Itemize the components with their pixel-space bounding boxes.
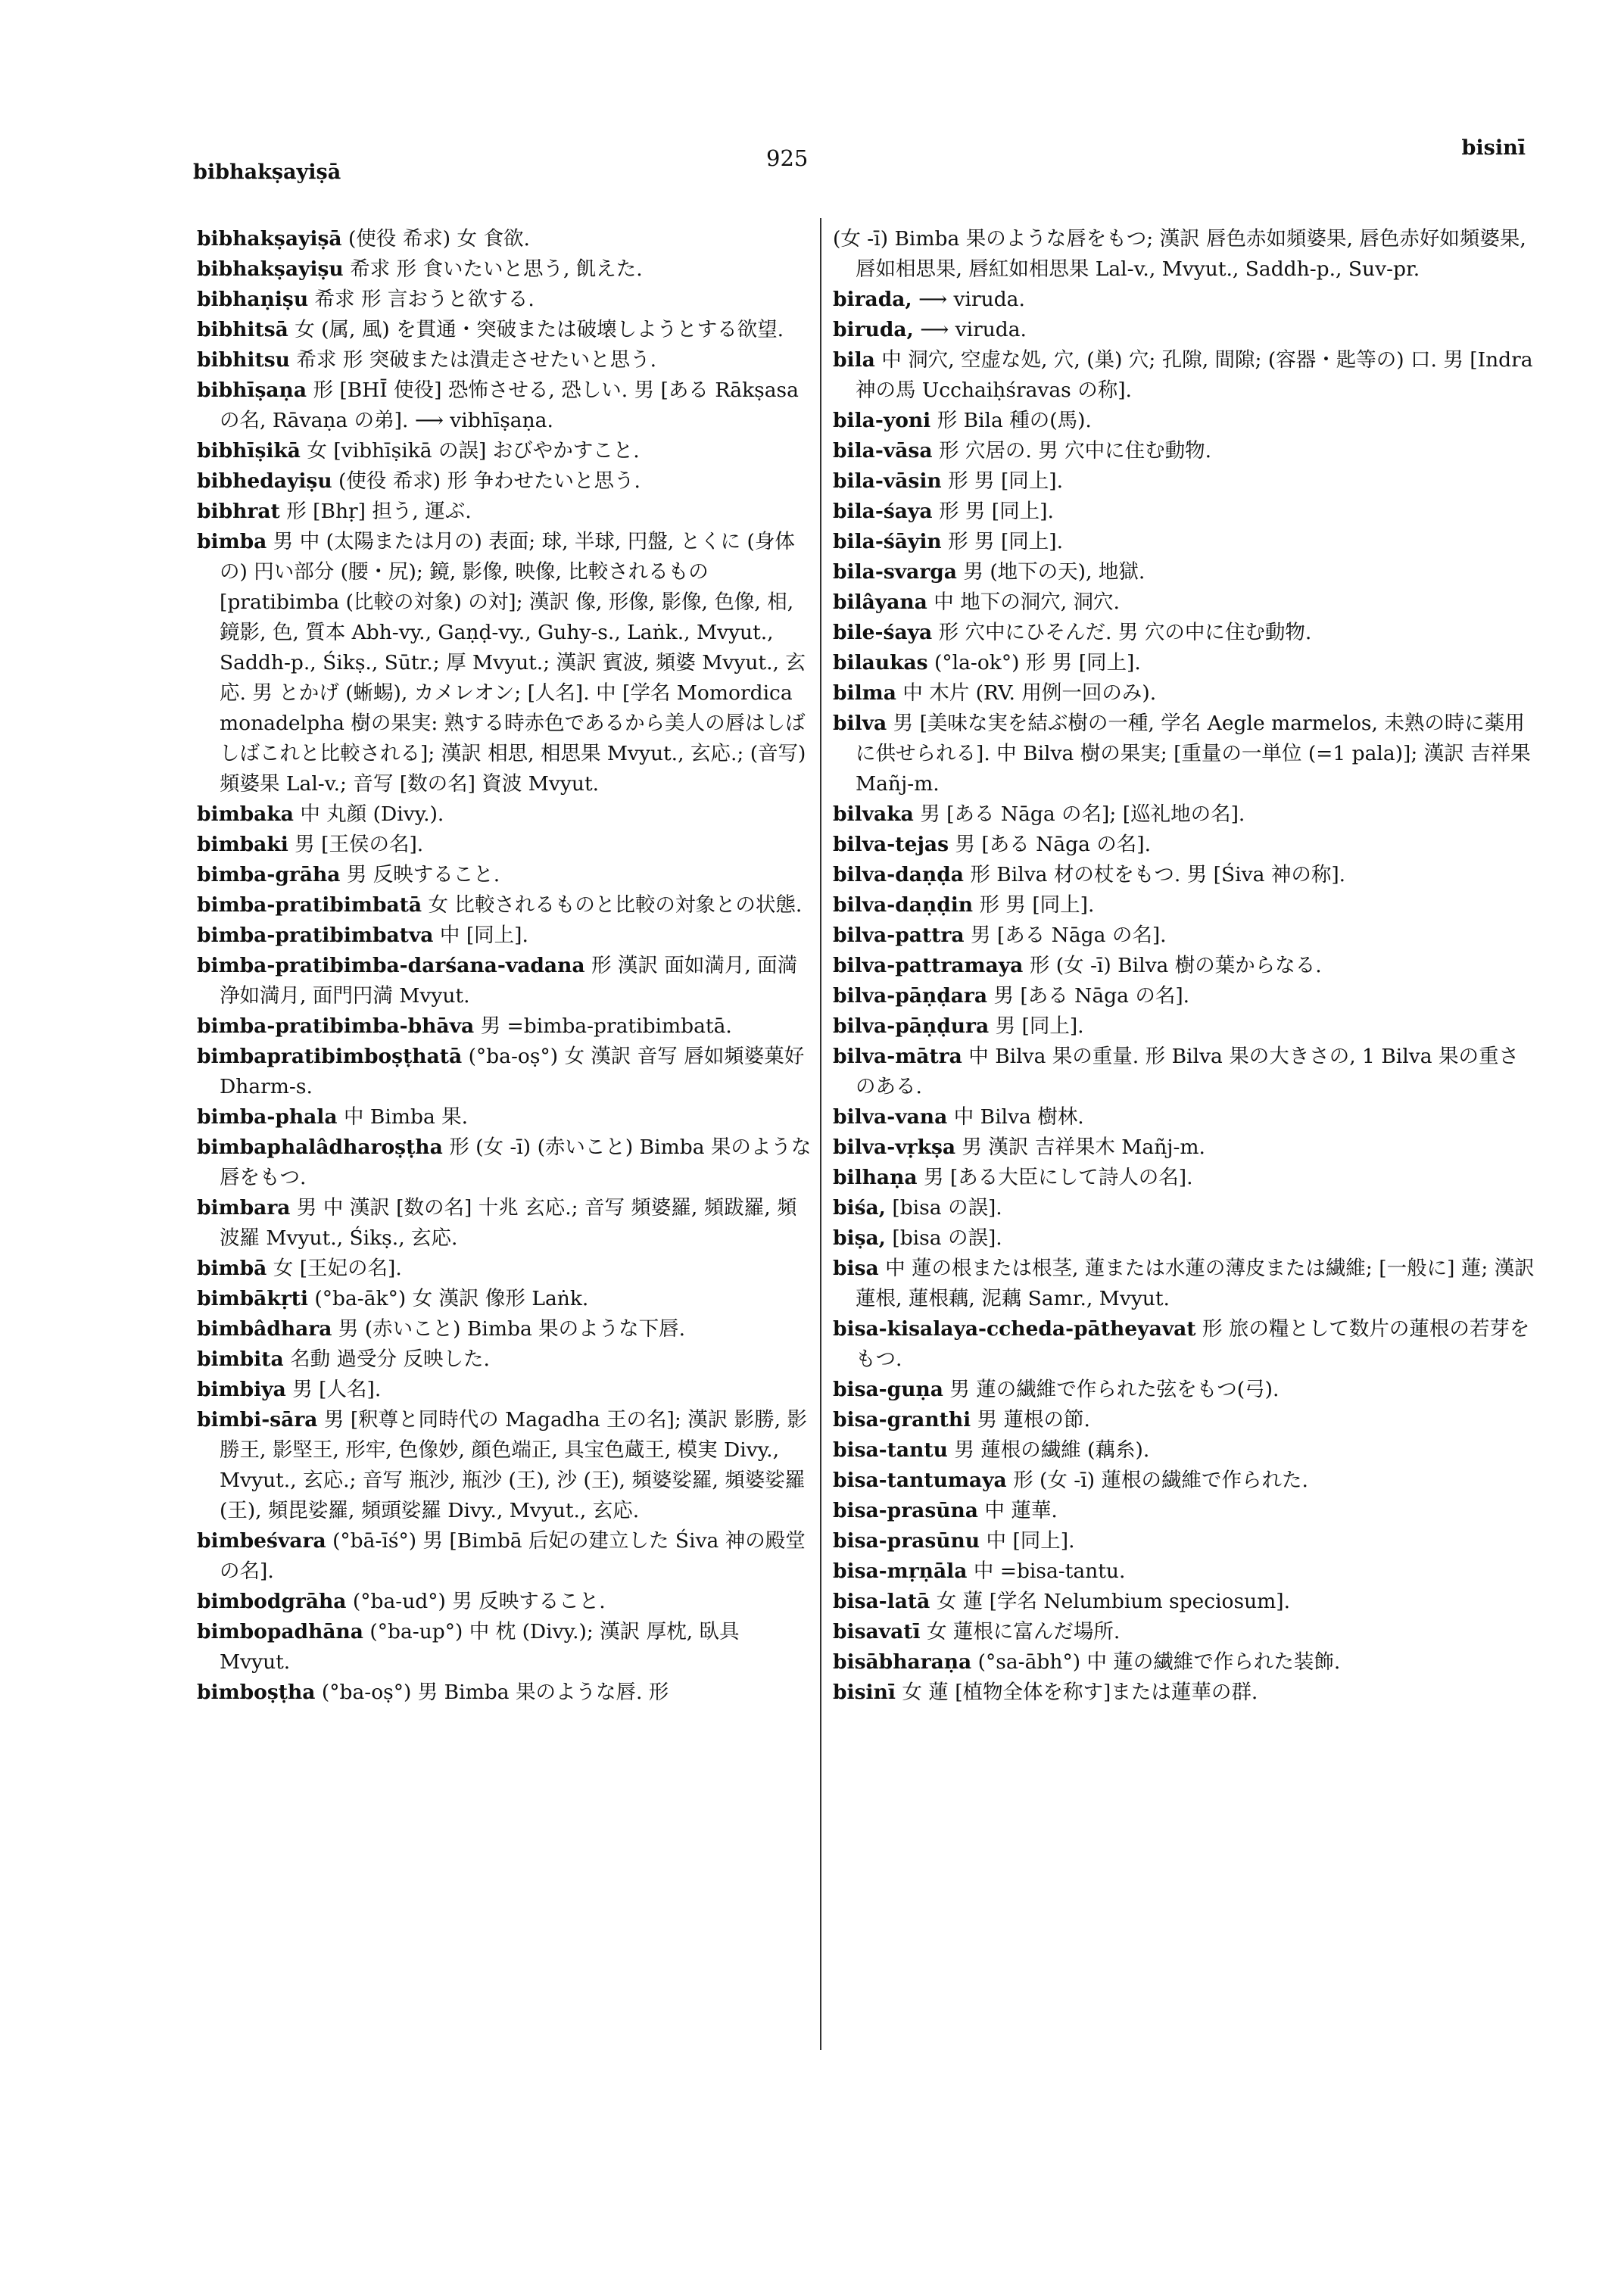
dictionary-entry bbox=[197, 890, 814, 921]
entry-headword: bibhīṣaṇa bbox=[197, 379, 307, 402]
entry-definition: 男 反映すること. bbox=[346, 863, 500, 886]
dictionary-entry bbox=[833, 587, 1537, 618]
entry-definition: 形 漢訳 面如満月, 面満浄如満月, 面門円満 Mvyut. bbox=[220, 954, 798, 1008]
entry-headword: bisa-tantumaya bbox=[833, 1469, 1007, 1492]
dictionary-entry bbox=[833, 285, 1537, 315]
entry-headword: bibhitsu bbox=[197, 348, 290, 372]
dictionary-entry bbox=[833, 1314, 1537, 1375]
entry-definition: 形 [Bhṛ] 担う, 運ぶ. bbox=[286, 500, 472, 523]
entry-headword: bila-vāsa bbox=[833, 439, 933, 463]
entry-definition: 中 Bilva 樹林. bbox=[953, 1105, 1084, 1129]
entry-headword: bimbopadhāna bbox=[197, 1620, 363, 1643]
entry-headword: bisinī bbox=[833, 1681, 896, 1704]
entry-headword: bilva-pāṇḍura bbox=[833, 1014, 990, 1038]
entry-definition: 希求 形 食いたいと思う, 飢えた. bbox=[350, 257, 643, 281]
entry-definition: 中 地下の洞穴, 洞穴. bbox=[934, 590, 1120, 614]
entry-headword: bibhitsā bbox=[197, 318, 288, 341]
entry-headword: bimba-pratibimbatā bbox=[197, 893, 422, 917]
entry-definition: (°la-ok°) 形 男 [同上]. bbox=[934, 651, 1141, 675]
entry-headword: bilva bbox=[833, 712, 887, 735]
dictionary-entry bbox=[197, 1678, 814, 1708]
dictionary-entry bbox=[197, 1042, 814, 1102]
entry-headword: bimbaphalâdharoṣṭha bbox=[197, 1136, 443, 1159]
entry-definition: [bisa の誤]. bbox=[892, 1226, 1002, 1250]
entry-definition: 中 蓮の根または根茎, 蓮または水蓮の薄皮または繊維; [一般に] 蓮; 漢訳 蓮根, 蓮根藕, 泥藕 Samr., Mvyut. bbox=[856, 1257, 1535, 1310]
dictionary-entry bbox=[197, 224, 814, 254]
entry-definition: 女 蓮根に富んだ場所. bbox=[927, 1620, 1121, 1643]
entry-definition: 形 旅の糧として数片の蓮根の若芽をもつ. bbox=[856, 1317, 1530, 1371]
entry-definition: 男 漢訳 吉祥果木 Mañj-m. bbox=[962, 1136, 1205, 1159]
entry-definition: ⟶ viruda. bbox=[920, 318, 1027, 341]
entry-headword: bisa bbox=[833, 1257, 879, 1280]
dictionary-entry bbox=[833, 921, 1537, 951]
dictionary-entry bbox=[833, 618, 1537, 648]
entry-headword: bila-yoni bbox=[833, 409, 931, 432]
dictionary-entry bbox=[197, 1344, 814, 1375]
dictionary-entry bbox=[197, 1587, 814, 1617]
entry-definition: 中 [同上]. bbox=[439, 924, 528, 947]
dictionary-entry bbox=[197, 830, 814, 860]
entry-headword: bimba-grāha bbox=[197, 863, 341, 886]
right-column bbox=[833, 224, 1537, 1708]
dictionary-entry bbox=[197, 375, 814, 436]
entry-definition: 男 [美味な実を結ぶ樹の一種, 学名 Aegle marmelos, 未熟の時に薬用に供せられる]. 中 Bilva 樹の果実; [重量の一単位 (=1 pala)]; 漢訳 吉祥果 Mañj-m. bbox=[856, 712, 1531, 796]
entry-headword: bisa-granthi bbox=[833, 1408, 971, 1432]
entry-definition: 中 Bimba 果. bbox=[343, 1105, 469, 1129]
dictionary-entry bbox=[833, 1132, 1537, 1163]
dictionary-entry bbox=[197, 1314, 814, 1344]
entry-definition: 男 (地下の天), 地獄. bbox=[963, 560, 1146, 584]
entry-definition: 形 (女 -ī) 蓮根の繊維で作られた. bbox=[1013, 1469, 1308, 1492]
dictionary-entry bbox=[833, 1496, 1537, 1526]
entry-headword: bibhaṇiṣu bbox=[197, 288, 309, 311]
entry-headword: bilâyana bbox=[833, 590, 927, 614]
entry-definition: (°ba-ud°) 男 反映すること. bbox=[352, 1590, 606, 1613]
entry-headword: bimba-pratibimbatva bbox=[197, 924, 434, 947]
entry-headword: bimbaka bbox=[197, 802, 294, 826]
dictionary-entry bbox=[833, 1223, 1537, 1254]
dictionary-entry bbox=[833, 1647, 1537, 1678]
entry-definition: 男 [ある Nāga の名]. bbox=[970, 924, 1167, 947]
dictionary-entry bbox=[197, 497, 814, 527]
entry-definition: (使役 希求) 形 争わせたいと思う. bbox=[338, 469, 641, 493]
entry-definition: 男 [人名]. bbox=[292, 1378, 382, 1401]
dictionary-entry bbox=[833, 1556, 1537, 1587]
dictionary-entry bbox=[833, 466, 1537, 497]
entry-headword: bimba-phala bbox=[197, 1105, 338, 1129]
entry-definition: 女 [vibhīṣikā の誤] おびやかすこと. bbox=[307, 439, 640, 463]
entry-headword: bimbeśvara bbox=[197, 1529, 326, 1553]
dictionary-entry bbox=[833, 1678, 1537, 1708]
dictionary-entry bbox=[833, 1587, 1537, 1617]
dictionary-entry bbox=[833, 1254, 1537, 1314]
entry-headword: bilaukas bbox=[833, 651, 928, 675]
entry-headword: bimbaki bbox=[197, 833, 288, 856]
entry-definition: (°bā-īś°) 男 [Bimbā 后妃の建立した Śiva 神の殿堂の名]. bbox=[220, 1529, 806, 1583]
dictionary-entry bbox=[197, 436, 814, 466]
dictionary-entry bbox=[833, 1435, 1537, 1466]
dictionary-entry bbox=[197, 285, 814, 315]
entry-headword: bisa-guṇa bbox=[833, 1378, 943, 1401]
entry-definition: 中 Bilva 果の重量. 形 Bilva 果の大きさの, 1 Bilva 果の重さのある. bbox=[856, 1045, 1519, 1098]
dictionary-entry bbox=[833, 678, 1537, 709]
entry-headword: biruda, bbox=[833, 318, 914, 341]
entry-definition: 女 (属, 風) を貫通・突破または破壊しようとする欲望. bbox=[295, 318, 784, 341]
entry-definition: 形 男 [同上]. bbox=[938, 500, 1054, 523]
dictionary-entry bbox=[197, 1375, 814, 1405]
entry-headword: bimbiya bbox=[197, 1378, 286, 1401]
entry-definition: 男 (赤いこと) Bimba 果のような下唇. bbox=[338, 1317, 686, 1341]
entry-definition: 男 [王侯の名]. bbox=[295, 833, 424, 856]
dictionary-entry bbox=[833, 1042, 1537, 1102]
entry-headword: bimba-pratibimba-bhāva bbox=[197, 1014, 475, 1038]
dictionary-entry bbox=[197, 1526, 814, 1587]
entry-definition: 男 [ある Nāga の名]. bbox=[993, 984, 1190, 1008]
entry-headword: bimbākṛti bbox=[197, 1287, 308, 1310]
entry-definition: 中 木片 (RV. 用例一回のみ). bbox=[902, 681, 1157, 705]
entry-definition: 希求 形 言おうと欲する. bbox=[314, 288, 535, 311]
entry-definition: 形 男 [同上]. bbox=[979, 893, 1095, 917]
entry-headword: bisa-prasūnu bbox=[833, 1529, 980, 1553]
entry-headword: bisa-kisalaya-ccheda-pātheyavat bbox=[833, 1317, 1196, 1341]
entry-headword: bibhrat bbox=[197, 500, 280, 523]
dictionary-entry bbox=[197, 466, 814, 497]
entry-definition: (°sa-ābh°) 中 蓮の繊維で作られた装飾. bbox=[977, 1650, 1341, 1674]
dictionary-entry bbox=[833, 1375, 1537, 1405]
dictionary-entry bbox=[833, 436, 1537, 466]
dictionary-entry bbox=[197, 1132, 814, 1193]
entry-definition: 中 [同上]. bbox=[986, 1529, 1075, 1553]
entry-definition: 男 蓮根の繊維 (藕糸). bbox=[954, 1438, 1150, 1462]
dictionary-entry bbox=[197, 1254, 814, 1284]
dictionary-entry bbox=[197, 1193, 814, 1254]
dictionary-entry bbox=[833, 981, 1537, 1011]
dictionary-entry bbox=[833, 406, 1537, 436]
dictionary-entry bbox=[833, 951, 1537, 981]
entry-definition: 男 蓮の繊維で作られた弦をもつ(弓). bbox=[949, 1378, 1280, 1401]
page-number: 925 bbox=[766, 145, 809, 171]
entry-definition: 中 蓮華. bbox=[984, 1499, 1058, 1522]
entry-headword: bibhakṣayiṣā bbox=[197, 227, 342, 251]
dictionary-entry bbox=[833, 1193, 1537, 1223]
entry-headword: bisavatī bbox=[833, 1620, 921, 1643]
entry-definition: 形 Bila 種の(馬). bbox=[937, 409, 1092, 432]
entry-definition: (使役 希求) 女 食欲. bbox=[348, 227, 530, 251]
entry-definition: 男 [ある Nāga の名]; [巡礼地の名]. bbox=[920, 802, 1245, 826]
entry-headword: bimbita bbox=[197, 1347, 284, 1371]
dictionary-entry bbox=[197, 254, 814, 285]
entry-definition: (°ba-āk°) 女 漢訳 像形 Laṅk. bbox=[314, 1287, 589, 1310]
dictionary-entry bbox=[833, 1466, 1537, 1496]
entry-headword: biṣa, bbox=[833, 1226, 886, 1250]
dictionary-entry bbox=[833, 830, 1537, 860]
entry-definition: 中 洞穴, 空虚な処, 穴, (巣) 穴; 孔隙, 間隙; (容器・匙等の) 口. 男 [Indra 神の馬 Ucchaiḥśravas の称]. bbox=[856, 348, 1533, 402]
entry-definition: 男 [釈尊と同時代の Magadha 王の名]; 漢訳 影勝, 影勝王, 影堅王, 形牢, 色像妙, 顔色端正, 具宝色蔵王, 模実 Divy., Mvyut., 玄応.; 音写 瓶沙, 瓶沙 (王), 沙 (王), 頻婆娑羅, 頻婆娑羅 (王), 頻毘娑羅, 頻頭娑羅 Divy., Mvyut., 玄応. bbox=[220, 1408, 807, 1522]
entry-headword: bimbâdhara bbox=[197, 1317, 332, 1341]
entry-headword: bilva-pattra bbox=[833, 924, 965, 947]
entry-headword: bibhakṣayiṣu bbox=[197, 257, 344, 281]
dictionary-entry bbox=[833, 890, 1537, 921]
entry-definition: 名動 過受分 反映した. bbox=[290, 1347, 490, 1371]
entry-headword: bilvaka bbox=[833, 802, 914, 826]
entry-headword: bisa-prasūna bbox=[833, 1499, 978, 1522]
dictionary-entry bbox=[197, 1284, 814, 1314]
dictionary-entry bbox=[197, 951, 814, 1011]
entry-headword: bisābharaṇa bbox=[833, 1650, 972, 1674]
dictionary-entry bbox=[833, 224, 1537, 285]
dictionary-entry bbox=[197, 921, 814, 951]
entry-definition: 形 (女 -ī) Bilva 樹の葉からなる. bbox=[1029, 954, 1322, 977]
entry-definition: 男 中 (太陽または月の) 表面; 球, 半球, 円盤, とくに (身体の) 円い部分 (腰・尻); 鏡, 影像, 映像, 比較されるもの [pratibimba (比較の対象) の対]; 漢訳 像, 形像, 影像, 色像, 相, 鏡影, 色, 質本 Abh-vy., Gaṇḍ-vy., Guhy-s., Laṅk., Mvyut., Saddh-p., Śikṣ., Sūtr.; 厚 Mvyut.; 漢訳 賓波, 頻婆 Mvyut., 玄応. 男 とかげ (蜥蜴), カメレオン; [人名]. 中 [学名 Momordica monadelpha 樹の果実: 熟する時赤色であるから美人の唇はしばしばこれと比較される]; 漢訳 相思, 相思果 Mvyut., 玄応.; (音写) 頻婆果 Lal-v.; 音写 [数の名] 資波 Mvyut. bbox=[220, 530, 806, 796]
entry-definition: 中 =bisa-tantu. bbox=[973, 1559, 1126, 1583]
dictionary-entry bbox=[197, 1102, 814, 1132]
dictionary-entry bbox=[833, 1163, 1537, 1193]
entry-definition: (女 -ī) Bimba 果のような唇をもつ; 漢訳 唇色赤如頻婆果, 唇色赤好如頻婆果, 唇如相思果, 唇紅如相思果 Lal-v., Mvyut., Saddh-p., Suv-pr. bbox=[833, 227, 1526, 281]
entry-headword: bilva-pattramaya bbox=[833, 954, 1024, 977]
entry-definition: 中 丸顔 (Divy.). bbox=[300, 802, 444, 826]
dictionary-entry bbox=[833, 709, 1537, 799]
entry-headword: birada, bbox=[833, 288, 912, 311]
entry-headword: bimbi-sāra bbox=[197, 1408, 318, 1432]
entry-definition: 形 穴居の. 男 穴中に住む動物. bbox=[938, 439, 1212, 463]
entry-definition: (°ba-up°) 中 枕 (Divy.); 漢訳 厚枕, 臥具 Mvyut. bbox=[220, 1620, 740, 1674]
entry-headword: bilva-tejas bbox=[833, 833, 949, 856]
entry-definition: 形 穴中にひそんだ. 男 穴の中に住む動物. bbox=[938, 621, 1312, 644]
entry-headword: bilhaṇa bbox=[833, 1166, 918, 1189]
entry-definition: 女 [王妃の名]. bbox=[273, 1257, 402, 1280]
column-divider bbox=[820, 218, 821, 2050]
left-column bbox=[197, 224, 814, 1708]
entry-headword: bimbapratibimboṣṭhatā bbox=[197, 1045, 463, 1068]
dictionary-entry bbox=[197, 1617, 814, 1678]
dictionary-entry bbox=[833, 315, 1537, 345]
dictionary-entry bbox=[197, 1011, 814, 1042]
dictionary-entry bbox=[833, 1102, 1537, 1132]
dictionary-entry bbox=[833, 527, 1537, 557]
entry-definition: 男 [同上]. bbox=[995, 1014, 1084, 1038]
dictionary-entry bbox=[833, 1405, 1537, 1435]
entry-definition: 女 蓮 [学名 Nelumbium speciosum]. bbox=[936, 1590, 1291, 1613]
entry-headword: bisa-tantu bbox=[833, 1438, 948, 1462]
entry-headword: biśa, bbox=[833, 1196, 886, 1220]
entry-headword: bilva-vṛkṣa bbox=[833, 1136, 956, 1159]
entry-definition: 形 (女 -ī) (赤いこと) Bimba 果のような唇をもつ. bbox=[220, 1136, 812, 1189]
entry-definition: ⟶ viruda. bbox=[918, 288, 1025, 311]
entry-definition: (°ba-oṣ°) 女 漢訳 音写 唇如頻婆菓好 Dharm-s. bbox=[220, 1045, 805, 1098]
entry-definition: 形 Bilva 材の杖をもつ. 男 [Śiva 神の称]. bbox=[970, 863, 1346, 886]
entry-headword: bilva-mātra bbox=[833, 1045, 962, 1068]
entry-headword: bilma bbox=[833, 681, 896, 705]
dictionary-entry bbox=[833, 860, 1537, 890]
entry-headword: bila bbox=[833, 348, 875, 372]
dictionary-entry bbox=[197, 527, 814, 799]
entry-headword: bimbodgrāha bbox=[197, 1590, 347, 1613]
dictionary-entry bbox=[833, 799, 1537, 830]
entry-headword: bila-vāsin bbox=[833, 469, 942, 493]
dictionary-entry bbox=[197, 345, 814, 375]
entry-definition: 男 蓮根の節. bbox=[977, 1408, 1090, 1432]
entry-headword: bimbā bbox=[197, 1257, 267, 1280]
dictionary-entry bbox=[833, 1617, 1537, 1647]
entry-definition: 男 [ある Nāga の名]. bbox=[955, 833, 1152, 856]
dictionary-entry bbox=[833, 1011, 1537, 1042]
header-left-guide-word: bibhakṣayiṣā bbox=[193, 160, 341, 184]
entry-headword: bimba bbox=[197, 530, 267, 553]
entry-headword: bimbara bbox=[197, 1196, 291, 1220]
entry-headword: bila-śaya bbox=[833, 500, 933, 523]
entry-headword: bile-śaya bbox=[833, 621, 933, 644]
entry-headword: bisa-mṛṇāla bbox=[833, 1559, 968, 1583]
dictionary-entry bbox=[197, 315, 814, 345]
entry-definition: 女 蓮 [植物全体を称す]または蓮華の群. bbox=[902, 1681, 1258, 1704]
dictionary-entry bbox=[833, 557, 1537, 587]
entry-definition: 形 男 [同上]. bbox=[948, 469, 1064, 493]
entry-headword: bibhīṣikā bbox=[197, 439, 301, 463]
entry-headword: bilva-daṇḍa bbox=[833, 863, 964, 886]
entry-headword: bilva-pāṇḍara bbox=[833, 984, 988, 1008]
entry-headword: bilva-daṇḍin bbox=[833, 893, 974, 917]
entry-definition: 形 [BHĪ 使役] 恐怖させる, 恐しい. 男 [ある Rākṣasa の名, Rāvaṇa の弟]. ⟶ vibhīṣaṇa. bbox=[220, 379, 799, 432]
dictionary-entry bbox=[833, 497, 1537, 527]
entry-definition: 希求 形 突破または潰走させたいと思う. bbox=[296, 348, 657, 372]
entry-headword: bilva-vana bbox=[833, 1105, 948, 1129]
dictionary-entry bbox=[833, 345, 1537, 406]
entry-definition: 男 =bimba-pratibimbatā. bbox=[480, 1014, 732, 1038]
dictionary-entry bbox=[197, 799, 814, 830]
dictionary-entry bbox=[197, 1405, 814, 1526]
entry-definition: 女 比較されるものと比較の対象との状態. bbox=[428, 893, 803, 917]
entry-headword: bimboṣṭha bbox=[197, 1681, 316, 1704]
entry-definition: 男 [ある大臣にして詩人の名]. bbox=[923, 1166, 1193, 1189]
entry-definition: 形 男 [同上]. bbox=[948, 530, 1064, 553]
entry-headword: bisa-latā bbox=[833, 1590, 930, 1613]
dictionary-entry bbox=[833, 648, 1537, 678]
entry-definition: [bisa の誤]. bbox=[892, 1196, 1002, 1220]
entry-headword: bibhedayiṣu bbox=[197, 469, 332, 493]
entry-definition: 男 中 漢訳 [数の名] 十兆 玄応.; 音写 頻婆羅, 頻跋羅, 頻波羅 Mvyut., Śikṣ., 玄応. bbox=[220, 1196, 797, 1250]
entry-headword: bila-svarga bbox=[833, 560, 957, 584]
entry-headword: bila-śāyin bbox=[833, 530, 942, 553]
entry-headword: bimba-pratibimba-darśana-vadana bbox=[197, 954, 585, 977]
header-right-guide-word: bisinī bbox=[1461, 136, 1526, 160]
entry-definition: (°ba-oṣ°) 男 Bimba 果のような唇. 形 bbox=[321, 1681, 669, 1704]
dictionary-entry bbox=[197, 860, 814, 890]
dictionary-entry bbox=[833, 1526, 1537, 1556]
